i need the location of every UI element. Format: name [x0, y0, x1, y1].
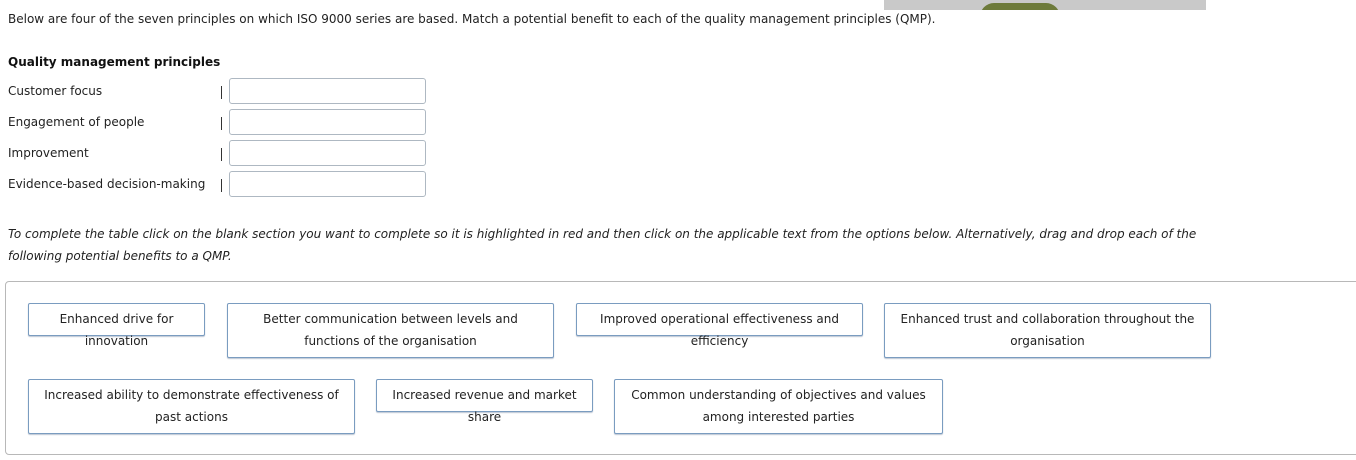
option-increased-revenue-and-market-share[interactable]: Increased revenue and market share [376, 379, 593, 412]
row-divider [221, 179, 222, 192]
qmp-label: Customer focus [8, 84, 103, 98]
qmp-row-evidence-based-decision-making [0, 171, 440, 199]
row-divider [221, 86, 222, 99]
qmp-row-customer-focus [0, 78, 440, 106]
options-panel [5, 281, 1356, 455]
option-increased-ability-to-demonstrate[interactable]: Increased ability to demonstrate effectiveness of past actions [28, 379, 355, 434]
header-photo [884, 0, 1206, 10]
qmp-label: Engagement of people [8, 115, 145, 129]
option-common-understanding-of-objectives[interactable]: Common understanding of objectives and values among interested parties [614, 379, 943, 434]
option-enhanced-drive-for-innovation[interactable]: Enhanced drive for innovation [28, 303, 205, 336]
drop-field-customer-focus[interactable] [229, 78, 426, 104]
qmp-row-engagement-of-people [0, 109, 440, 137]
option-enhanced-trust-and-collaboration[interactable]: Enhanced trust and collaboration throughout the organisation [884, 303, 1211, 358]
option-better-communication[interactable]: Better communication between levels and functions of the organisation [227, 303, 554, 358]
row-divider [221, 148, 222, 161]
drop-field-engagement-of-people[interactable] [229, 109, 426, 135]
qmp-label: Improvement [8, 146, 89, 160]
qmp-label: Evidence-based decision-making [8, 177, 206, 191]
row-divider [221, 117, 222, 130]
qmp-section-title: Quality management principles [8, 55, 221, 69]
hint-text: To complete the table click on the blank section you want to complete so it is highlighted in red and then click on the applicable text from the options below. Alternatively, drag and drop each of the following potential benefits to a QMP. [8, 227, 1197, 263]
drop-field-improvement[interactable] [229, 140, 426, 166]
instructions-text: Below are four of the seven principles on which ISO 9000 series are based. Match a potential benefit to each of the quality management principles (QMP). [8, 12, 936, 26]
option-improved-operational-effectiveness[interactable]: Improved operational effectiveness and efficiency [576, 303, 863, 336]
qmp-row-improvement [0, 140, 440, 168]
drop-field-evidence-based-decision-making[interactable] [229, 171, 426, 197]
